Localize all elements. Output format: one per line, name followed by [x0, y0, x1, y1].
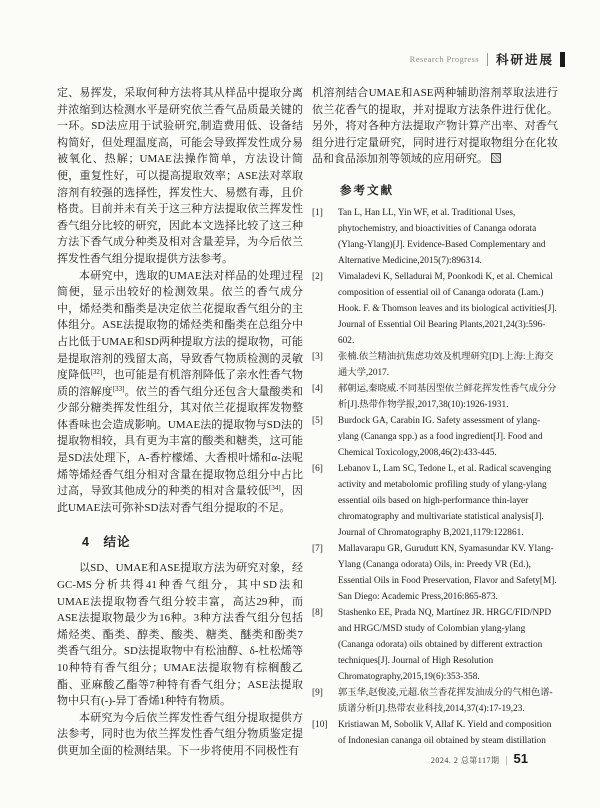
reference-text: Tan L, Han LL, Yin WF, et al. Traditional Uses, phytochemistry, and bioactivities of Cananga odorata (Ylang-Ylang)[J]. Evidence-Based Complementary and Alternative Medicine,2015(7):896314.: [338, 207, 546, 266]
page-header: [410, 50, 565, 68]
reference-number: [10]: [312, 719, 328, 730]
conclusion-paragraph: 以SD、UMAE和ASE提取方法为研究对象，经GC-MS分析共得41种香气组分，其中SD法和UMAE法提取物香气组分较丰富，高达29种，而ASE法提取物最少为16种。3种方法香气组分包括烯烃类、酯类、醇类、酸类、糖类、醚类和酚类7类香气组分。SD法提取物中有松油醇、δ-杜松烯等10种特有香气组分；UMAE法提取物有棕榈酸乙酯、亚麻酸乙酯等7种特有香气组分；ASE法提取物中只有(-)-异丁香烯1种特有物质。: [57, 562, 303, 708]
reference-text: 郭玉华,赵俊凌,元超.依兰香花挥发油成分的气相色谱-质谱分析[J].热带农业科技,2014,37(4):17-19,23.: [338, 687, 553, 714]
conclusion-section-heading: 4 结论: [82, 535, 131, 550]
reference-number: [8]: [312, 607, 323, 618]
reference-text: Lebanov L, Lam SC, Tedone L, et al. Radical scavenging activity and metabolomic profiling study of ylang-ylang essential oils based on high-performance thin-layer chromatography and multivariate statistical analysis[J]. Journal of Chromatography B,2021,1179:122861.: [338, 463, 552, 538]
reference-text: 张楠.依兰精油抗焦虑功效及机理研究[D].上海:上海交通大学,2017.: [338, 351, 554, 378]
reference-item: [312, 605, 558, 685]
closing-paragraph-text: 机溶剂结合UMAE和ASE两种辅助溶剂萃取法进行依兰花香气的提取，并对提取方法条件进行优化。另外，将对各种方法提取产物计算产出率、对香气组分进行定量研究，同时进行对提取物组分在化妆品和食品添加剂等领域的应用研究。: [312, 87, 558, 166]
reference-number: [1]: [312, 207, 323, 218]
end-of-article-icon: [491, 153, 501, 163]
category-label-en: Research Progress: [409, 54, 479, 64]
issue-info: 2024. 2 总第117期: [430, 756, 500, 765]
reference-number: [7]: [312, 543, 323, 554]
reference-item: [312, 541, 558, 605]
reference-text: Stashenko EE, Prada NQ, Martínez JR. HRGC/FID/NPD and HRGC/MSD study of Colombian ylang-ylang (Cananga odorata) oils obtained by different extraction techniques[J]. Journal of High Resolution Chromatography,2015,19(6):353-358.: [338, 607, 552, 682]
column-left: [57, 85, 303, 760]
reference-item: [312, 349, 558, 381]
reference-text: 郝朝运,秦晓威.不同基因型依兰鲜花挥发性香气成分分析[J].热带作物学报,2017,38(10):1926-1931.: [338, 383, 557, 410]
reference-number: [3]: [312, 351, 323, 362]
reference-text: Mallavarapu GR, Gurudutt KN, Syamasundar KV. Ylang-Ylang (Cananga odorata) Oils, in: Preedy VR (Ed.), Essential Oils in Food Preservation, Flavor and Safety[M]. San Diego: Academic Press,2016:865-873.: [338, 543, 557, 602]
page-footer: [431, 751, 528, 766]
article-body: [57, 85, 558, 760]
reference-number: [4]: [312, 383, 323, 394]
reference-number: [9]: [312, 687, 323, 698]
category-label-zh: 科研进展: [495, 53, 554, 67]
reference-number: [5]: [312, 415, 323, 426]
reference-list: [312, 205, 558, 749]
footer-divider: |: [505, 755, 508, 766]
reference-item: [312, 413, 558, 461]
reference-text: Burdock GA, Carabin IG. Safety assessment of ylang-ylang (Cananga spp.) as a food ingredient[J]. Food and Chemical Toxicology,2008,46(2):433-445.: [338, 415, 543, 458]
closing-paragraph: [312, 85, 558, 168]
reference-text: Kristiawan M, Sobolik V, Allaf K. Yield and composition of Indonesian cananga oil obtained by steam distillation: [338, 719, 552, 746]
discussion-paragraph: 定、易挥发，采取何种方法将其从样品中提取分离并浓缩到达检测水平是研究依兰香气品质最关键的一环。SD法应用于试验研究,制造费用低、设备结构简好，但处理温度高，可能会导致挥发性成分易被氧化、热解；UMAE法操作简单，方法设计简便，重复性好，可以提高提取效率；ASE法对萃取溶剂有较强的选择性，挥发性大、易燃有毒，且价格贵。目前并未有关于这三种方法提取依兰挥发性香气组分比较的研究，因此本文选择比较了这三种方法下香气成分种类及相对含量差异，为今后依兰挥发性香气组分提取提供方法参考。: [57, 87, 303, 265]
reference-item: [312, 461, 558, 541]
references-heading: 参考文献: [340, 184, 394, 197]
reference-number: [6]: [312, 463, 323, 474]
header-accent-bar-icon: [560, 52, 565, 67]
page-number: 51: [513, 751, 528, 766]
header-divider: [487, 53, 488, 66]
reference-item: [312, 685, 558, 717]
reference-item: [312, 717, 558, 749]
reference-item: [312, 205, 558, 269]
conclusion-paragraph: 本研究为今后依兰挥发性香气组分提取提供方法参考，同时也为依兰挥发性香气组分物质鉴定提供更加全面的检测结果。下一步将使用不同极性有: [57, 711, 303, 757]
discussion-paragraph: 本研究中，选取的UMAE法对样品的处理过程简便，显示出较好的检测效果。依兰的香气成分中，烯烃类和酯类是决定依兰花提取香气组分的主体组分。ASE法提取物的烯烃类和酯类在总组分中占比低于UMAE和SD两种提取方法的提取物，可能是提取溶剂的残留太高，导致香气物质检测的灵敏度降低[32]，也可能是有机溶剂降低了亲水性香气物质的溶解度[33]。依兰的香气组分还包含大量酸类和少部分糖类挥发性组分，其对依兰花提取挥发物整体香味也会造成影响。UMAE法的提取物与SD法的提取物相较，具有更为丰富的酸类和糖类，这可能是SD法处理下，A-香柠檬烯、大香根叶烯和α-法呢烯等烯烃香气组分相对含量在提取物总组分中占比过高，导致其他成分的种类的相对含量较低[34]，因此UMAE法可弥补SD法对香气组分提取的不足。: [57, 269, 304, 514]
reference-text: Vimaladevi K, Selladurai M, Poonkodi K, et al. Chemical composition of essential oil of Cananga odorata (Lam.) Hook. F. & Thomson leaves and its biological activities[J]. Journal of Essential Oil Bearing Plants,2021,24(3):596-602.: [338, 271, 557, 346]
reference-item: [312, 381, 558, 413]
reference-item: [312, 269, 558, 349]
reference-number: [2]: [312, 271, 323, 282]
column-right: [312, 85, 558, 760]
